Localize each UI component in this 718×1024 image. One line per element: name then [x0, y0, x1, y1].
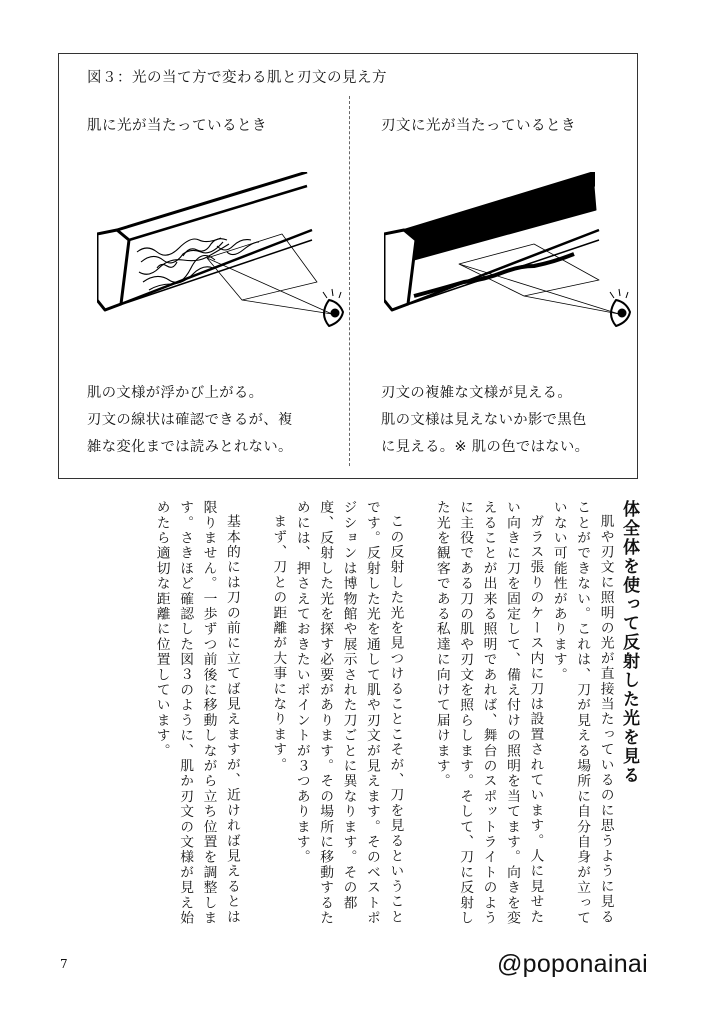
article-body	[50, 500, 640, 930]
right-panel-heading: 刃文に光が当たっているとき	[381, 118, 576, 134]
left-panel-heading: 肌に光が当たっているとき	[87, 118, 267, 134]
paragraph: まず、刀との距離が大事になります。	[270, 513, 287, 773]
hada-lit-sword-illustration	[97, 172, 347, 352]
paragraph: 肌や刃文に照明の光が直接当たっているのに思うように見ることができない。これは、刀が見える場所に自分自身が立っていない可能性があります。	[550, 500, 614, 926]
paragraph: ガラス張りのケース内に刀は設置されています。人に見せたい向きに刀を固定して、備え付けの照明を当てます。向きを変えることが出来る照明であれば、舞台のスポットライトのように主役である刀の肌や刃文を照らします。そして、刀に反射した光を観客である私達に向けて届けます。	[433, 500, 544, 926]
panel-divider	[349, 96, 350, 466]
paragraph: この反射した光を見つけることこそが、刀を見るということです。反射した光を通して肌や刃文が見えます。そのベストポジションは博物館や展示された刀ごとに異なります。その都度、反射した光を探す必要があります。その場所に移動するためには、押さえておきたいポイントが３つあります。	[293, 500, 404, 926]
paragraph: 基本的には刀の前に立てば見えますが、近ければ見えるとは限りません。一歩ずつ前後に移動しながら立ち位置を調整します。さきほど確認した図３のように、肌か刃文の文様が見え始めたら適切な距離に位置しています。	[153, 500, 240, 926]
hamon-lit-sword-illustration	[384, 172, 634, 352]
page-number: 7	[60, 957, 68, 971]
right-panel-caption	[381, 380, 631, 461]
caption-line: 雑な変化までは読みとれない。	[87, 439, 293, 455]
figure-3	[58, 53, 638, 479]
caption-line: 肌の文様は見えないか影で黒色	[381, 412, 587, 428]
caption-line: 肌の文様が浮かび上がる。	[87, 385, 264, 401]
caption-line: 刃文の複雑な文様が見える。	[381, 385, 573, 401]
figure-title: 図３：光の当て方で変わる肌と刃文の見え方	[87, 70, 387, 86]
left-panel-caption	[87, 380, 337, 461]
article-heading: 体全体を使って反射した光を見る	[619, 500, 639, 785]
caption-line: に見える。※ 肌の色ではない。	[381, 439, 590, 455]
watermark-handle: @poponainai	[496, 950, 648, 978]
caption-line: 刃文の線状は確認できるが、複	[87, 412, 293, 428]
